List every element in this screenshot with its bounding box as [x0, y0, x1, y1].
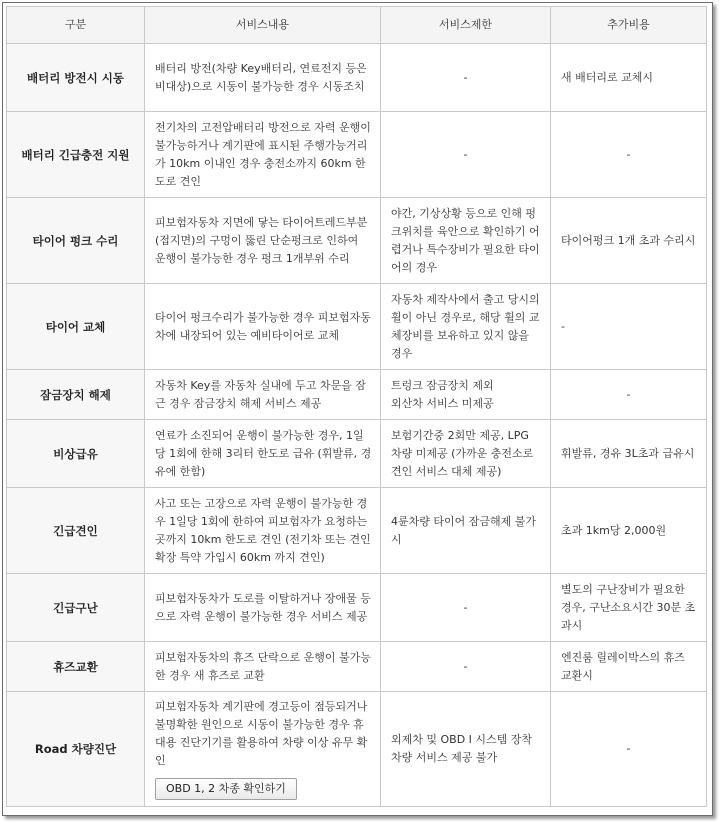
row-cost: 휘발류, 경유 3L초과 급유시	[551, 420, 707, 488]
table-row	[7, 44, 707, 112]
header-cost: 추가비용	[551, 7, 707, 44]
row-content-cell	[145, 692, 381, 807]
row-cost: -	[551, 692, 707, 807]
row-category: 긴급구난	[7, 574, 145, 642]
header-row	[7, 7, 707, 44]
table-row	[7, 488, 707, 574]
row-content: 사고 또는 고장으로 자력 운행이 불가능한 경우 1일당 1회에 한하여 피보험자가 요청하는 곳까지 10km 한도로 견인 (전기차 또는 견인확장 특약 가입시 60km 까지 견인)	[145, 488, 381, 574]
row-limit: -	[381, 574, 551, 642]
row-cost: 새 배터리로 교체시	[551, 44, 707, 112]
row-limit: 4륜차량 타이어 잠금해제 불가시	[381, 488, 551, 574]
row-content: 피보험자동차 지면에 닿는 타이어트레드부분(접지면)의 구멍이 뚫린 단순펑크로 인하여 운행이 불가능한 경우 펑크 1개부위 수리	[145, 198, 381, 284]
row-limit: 야간, 기상상황 등으로 인해 펑크위치를 육안으로 확인하기 어렵거나 특수장비가 필요한 타이어의 경우	[381, 198, 551, 284]
row-limit: -	[381, 112, 551, 198]
row-cost: 별도의 구난장비가 필요한 경우, 구난소요시간 30분 초과시	[551, 574, 707, 642]
table-row	[7, 112, 707, 198]
row-category: 휴즈교환	[7, 642, 145, 692]
header-category: 구분	[7, 7, 145, 44]
row-cost: -	[551, 284, 707, 370]
row-limit: 외제차 및 OBD Ⅰ 시스템 장착차량 서비스 제공 불가	[381, 692, 551, 807]
row-cost: 초과 1km당 2,000원	[551, 488, 707, 574]
row-cost: 엔진룸 릴레이박스의 휴즈 교환시	[551, 642, 707, 692]
row-content: 자동차 Key를 자동차 실내에 두고 차문을 잠근 경우 잠금장치 해제 서비스 제공	[145, 370, 381, 420]
row-content: 연료가 소진되어 운행이 불가능한 경우, 1일당 1회에 한해 3리터 한도로 급유 (휘발류, 경유에 한함)	[145, 420, 381, 488]
service-table	[6, 6, 707, 807]
row-content: 피보험자동차가 도로를 이탈하거나 장애물 등으로 자력 운행이 불가능한 경우 서비스 제공	[145, 574, 381, 642]
table-row	[7, 574, 707, 642]
row-limit: 보험기간중 2회만 제공, LPG 차량 미제공 (가까운 충전소로 견인 서비스 대체 제공)	[381, 420, 551, 488]
row-limit: 트렁크 잠금장치 제외 외산차 서비스 미제공	[381, 370, 551, 420]
row-limit: -	[381, 44, 551, 112]
row-limit: 자동차 제작사에서 출고 당시의 휠이 아닌 경우로, 해당 휠의 교체장비를 보유하고 있지 않을 경우	[381, 284, 551, 370]
row-cost: -	[551, 112, 707, 198]
row-category: 긴급견인	[7, 488, 145, 574]
table-row	[7, 370, 707, 420]
row-content: 타이어 펑크수리가 불가능한 경우 피보험자동차에 내장되어 있는 예비타이어로 교체	[145, 284, 381, 370]
row-cost: 타이어펑크 1개 초과 수리시	[551, 198, 707, 284]
row-category: 배터리 방전시 시동	[7, 44, 145, 112]
row-content: 전기차의 고전압배터리 방전으로 자력 운행이 불가능하거나 계기판에 표시된 주행가능거리가 10km 이내인 경우 충전소까지 60km 한도로 견인	[145, 112, 381, 198]
table-row	[7, 284, 707, 370]
row-category: Road 차량진단	[7, 692, 145, 807]
table-row	[7, 198, 707, 284]
table-row	[7, 642, 707, 692]
header-limit: 서비스제한	[381, 7, 551, 44]
obd-check-button[interactable]: OBD 1, 2 차종 확인하기	[155, 778, 297, 800]
table-row	[7, 420, 707, 488]
row-category: 배터리 긴급충전 지원	[7, 112, 145, 198]
row-category: 잠금장치 해제	[7, 370, 145, 420]
row-cost: -	[551, 370, 707, 420]
table-row	[7, 692, 707, 807]
row-category: 비상급유	[7, 420, 145, 488]
row-content: 피보험자동차의 휴즈 단락으로 운행이 불가능한 경우 새 휴즈로 교환	[145, 642, 381, 692]
row-content: 배터리 방전(차량 Key배터리, 연료전지 등은 비대상)으로 시동이 불가능한 경우 시동조치	[145, 44, 381, 112]
row-category: 타이어 교체	[7, 284, 145, 370]
header-content: 서비스내용	[145, 7, 381, 44]
row-category: 타이어 펑크 수리	[7, 198, 145, 284]
row-content: 피보험자동차 계기판에 경고등이 점등되거나 불명확한 원인으로 시동이 불가능한 경우 휴대용 진단기기를 활용하여 차량 이상 유무 확인	[155, 700, 368, 767]
row-limit: -	[381, 642, 551, 692]
